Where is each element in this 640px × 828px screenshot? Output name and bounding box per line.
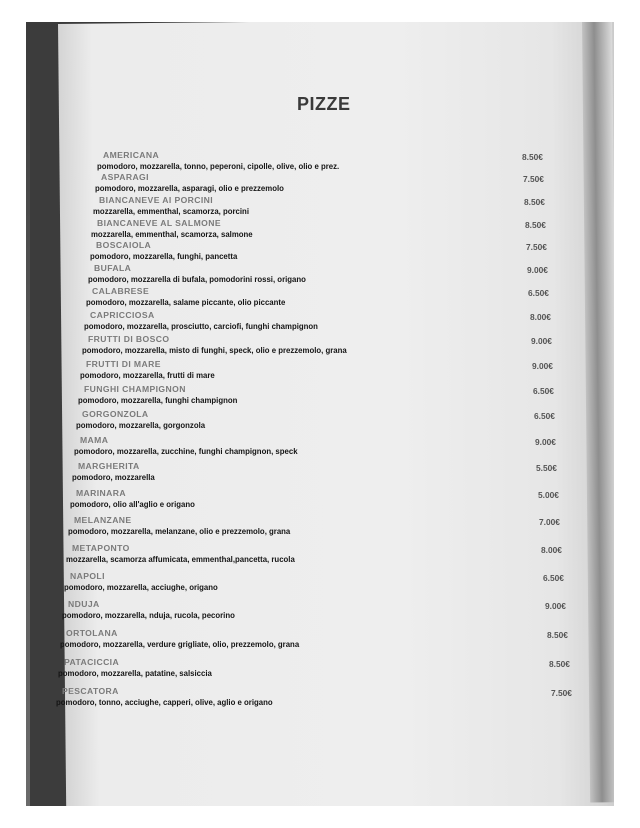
menu-item-price: 8.00€ — [541, 545, 562, 555]
menu-item-price: 8.50€ — [525, 220, 546, 230]
menu-item — [90, 240, 238, 261]
menu-item — [82, 334, 347, 355]
menu-item-price: 6.50€ — [533, 386, 554, 396]
menu-item-description: pomodoro, mozzarella, misto di funghi, speck, olio e prezzemolo, grana — [82, 346, 347, 355]
menu-item — [62, 599, 235, 620]
menu-item — [80, 359, 215, 380]
menu-item-name: FRUTTI DI MARE — [86, 359, 161, 369]
menu-item — [72, 461, 155, 482]
menu-item-price: 7.50€ — [551, 688, 572, 698]
menu-item-description: pomodoro, mozzarella, funghi, pancetta — [90, 252, 238, 261]
menu-item-name: PESCATORA — [62, 686, 119, 696]
page-title: PIZZE — [297, 94, 351, 114]
menu-item — [74, 435, 298, 456]
menu-item — [58, 657, 212, 678]
menu-item — [88, 263, 306, 284]
menu-item-name: ORTOLANA — [66, 628, 118, 638]
menu-item-name: BUFALA — [94, 263, 132, 273]
menu-item — [97, 150, 340, 171]
menu-item — [66, 543, 295, 564]
menu-item-price: 7.50€ — [526, 242, 547, 252]
menu-item-description: pomodoro, mozzarella, funghi champignon — [78, 396, 238, 405]
menu-item-description: pomodoro, mozzarella, melanzane, olio e prezzemolo, grana — [68, 527, 291, 536]
menu-item-price: 9.00€ — [545, 601, 566, 611]
menu-item-name: AMERICANA — [103, 150, 160, 160]
menu-item-name: METAPONTO — [72, 543, 130, 553]
menu-item-description: mozzarella, emmenthal, scamorza, salmone — [91, 230, 253, 239]
menu-item — [70, 488, 195, 509]
menu-item-name: PATACICCIA — [64, 657, 120, 667]
menu-item-description: pomodoro, mozzarella, frutti di mare — [80, 371, 215, 380]
menu-item-price: 5.50€ — [536, 463, 557, 473]
menu-item-description: pomodoro, mozzarella, nduja, rucola, pecorino — [62, 611, 235, 620]
menu-item-name: FRUTTI DI BOSCO — [88, 334, 170, 344]
menu-item-description: pomodoro, mozzarella, asparagi, olio e prezzemolo — [95, 184, 284, 193]
menu-item-name: CAPRICCIOSA — [90, 310, 155, 320]
menu-item-name: BIANCANEVE AI PORCINI — [99, 195, 214, 205]
menu-item — [95, 172, 284, 193]
menu-item — [93, 195, 249, 216]
menu-item-name: MARGHERITA — [78, 461, 140, 471]
menu-item — [64, 571, 218, 592]
menu-item-name: CALABRESE — [92, 286, 150, 296]
menu-item-description: pomodoro, mozzarella — [72, 473, 155, 482]
menu-item-description: pomodoro, mozzarella, zucchine, funghi champignon, speck — [74, 447, 298, 456]
menu-item-name: NAPOLI — [70, 571, 105, 581]
page-spine — [582, 22, 614, 802]
menu-item-name: BOSCAIOLA — [96, 240, 152, 250]
menu-item-price: 8.50€ — [522, 152, 543, 162]
menu-item-price: 8.50€ — [547, 630, 568, 640]
menu-item — [76, 409, 206, 430]
menu-item-price: 9.00€ — [527, 265, 548, 275]
menu-item-description: pomodoro, mozzarella, prosciutto, carciofi, funghi champignon — [84, 322, 318, 331]
menu-item — [68, 515, 291, 536]
menu-item-price: 6.50€ — [528, 288, 549, 298]
menu-item-name: NDUJA — [68, 599, 100, 609]
menu-item-price: 7.00€ — [539, 517, 560, 527]
menu-item-name: ASPARAGI — [101, 172, 149, 182]
menu-item-description: pomodoro, mozzarella di bufala, pomodorini rossi, origano — [88, 275, 306, 284]
menu-item-price: 6.50€ — [543, 573, 564, 583]
menu-item-name: BIANCANEVE AL SALMONE — [97, 218, 221, 228]
menu-item-description: pomodoro, tonno, acciughe, capperi, olive, aglio e origano — [56, 698, 273, 707]
menu-item-description: mozzarella, emmenthal, scamorza, porcini — [93, 207, 249, 216]
menu-item-price: 5.00€ — [538, 490, 559, 500]
menu-item-name: FUNGHI CHAMPIGNON — [84, 384, 186, 394]
menu-item-price: 8.00€ — [530, 312, 551, 322]
menu-item — [86, 286, 286, 307]
menu-item-name: MELANZANE — [74, 515, 132, 525]
menu-item-price: 8.50€ — [549, 659, 570, 669]
menu-item-price: 9.00€ — [531, 336, 552, 346]
menu-item — [60, 628, 300, 649]
menu-item-description: pomodoro, olio all'aglio e origano — [70, 500, 195, 509]
menu-item-description: pomodoro, mozzarella, verdure grigliate, olio, prezzemolo, grana — [60, 640, 300, 649]
menu-item-name: MARINARA — [76, 488, 126, 498]
menu-item-name: MAMA — [80, 435, 109, 445]
menu-item — [56, 686, 273, 707]
menu-item-price: 7.50€ — [523, 174, 544, 184]
menu-item-description: pomodoro, mozzarella, gorgonzola — [76, 421, 206, 430]
menu-item-description: pomodoro, mozzarella, acciughe, origano — [64, 583, 218, 592]
menu-item-description: pomodoro, mozzarella, tonno, peperoni, cipolle, olive, olio e prez. — [97, 162, 340, 171]
menu-item-price: 9.00€ — [532, 361, 553, 371]
menu-item-price: 8.50€ — [524, 197, 545, 207]
menu-item — [84, 310, 318, 331]
menu-item — [78, 384, 238, 405]
menu-item-description: mozzarella, scamorza affumicata, emmenthal,pancetta, rucola — [66, 555, 295, 564]
menu-item — [91, 218, 253, 239]
menu-item-description: pomodoro, mozzarella, salame piccante, olio piccante — [86, 298, 286, 307]
menu-item-price: 6.50€ — [534, 411, 555, 421]
menu-item-price: 9.00€ — [535, 437, 556, 447]
menu-item-description: pomodoro, mozzarella, patatine, salsiccia — [58, 669, 212, 678]
menu-item-name: GORGONZOLA — [82, 409, 149, 419]
